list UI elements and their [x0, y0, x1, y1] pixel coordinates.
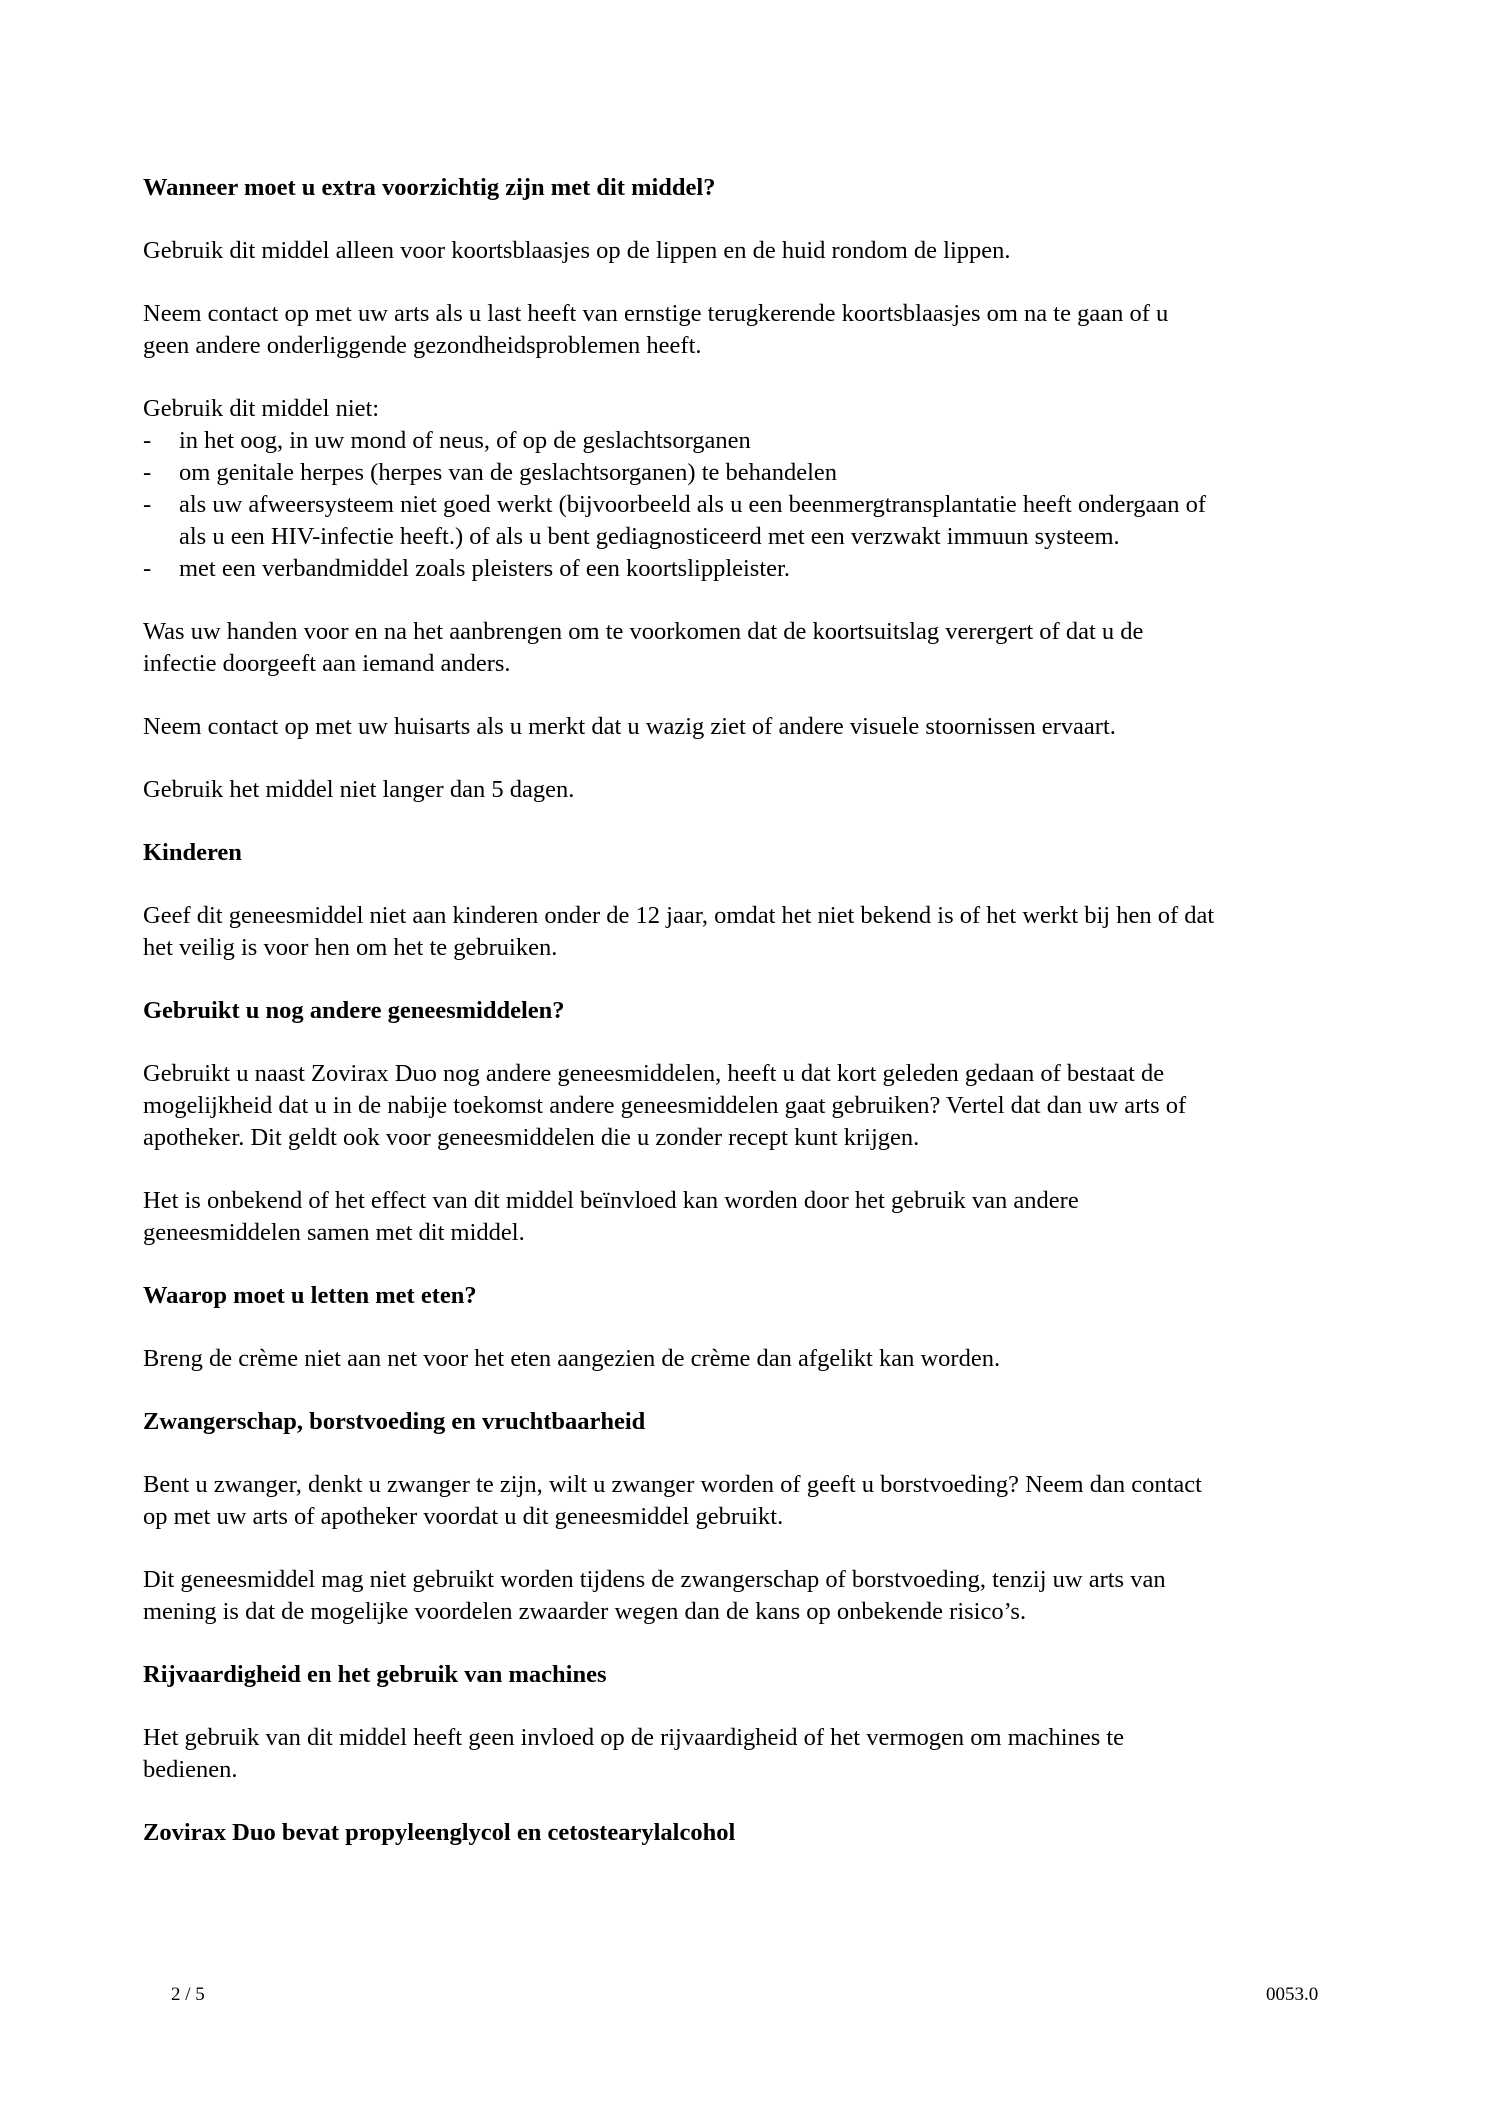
paragraph-interaction-line2: geneesmiddelen samen met dit middel. [143, 1219, 525, 1246]
heading-pregnancy: Zwangerschap, borstvoeding en vruchtbaarheid [143, 1408, 646, 1435]
paragraph-other-medicines-line3: apotheker. Dit geldt ook voor geneesmiddelen die u zonder recept kunt krijgen. [143, 1124, 920, 1151]
paragraph-duration: Gebruik het middel niet langer dan 5 dagen. [143, 776, 575, 803]
paragraph-children-line2: het veilig is voor hen om het te gebruiken. [143, 934, 558, 961]
heading-caution: Wanneer moet u extra voorzichtig zijn met dit middel? [143, 174, 716, 201]
paragraph-contact-doctor-line1: Neem contact op met uw arts als u last heeft van ernstige terugkerende koortsblaasjes om na te gaan of u [143, 300, 1169, 327]
paragraph-contact-doctor-line2: geen andere onderliggende gezondheidsproblemen heeft. [143, 332, 702, 359]
page-number: 2 / 5 [171, 1984, 205, 2005]
paragraph-wash-hands-line1: Was uw handen voor en na het aanbrengen om te voorkomen dat de koortsuitslag verergert of dat u de [143, 618, 1144, 645]
paragraph-children-line1: Geef dit geneesmiddel niet aan kinderen onder de 12 jaar, omdat het niet bekend is of het werkt bij hen of dat [143, 902, 1215, 929]
heading-ingredients: Zovirax Duo bevat propyleenglycol en cetostearylalcohol [143, 1819, 736, 1846]
list-item-text: met een verbandmiddel zoals pleisters of een koortslippleister. [179, 555, 790, 582]
list-item-text: in het oog, in uw mond of neus, of op de geslachtsorganen [179, 427, 751, 454]
paragraph-food: Breng de crème niet aan net voor het eten aangezien de crème dan afgelikt kan worden. [143, 1345, 1001, 1372]
list-bullet: - [143, 459, 152, 486]
paragraph-vision: Neem contact op met uw huisarts als u merkt dat u wazig ziet of andere visuele stoornissen ervaart. [143, 713, 1116, 740]
paragraph-other-medicines-line1: Gebruikt u naast Zovirax Duo nog andere geneesmiddelen, heeft u dat kort geleden gedaan of bestaat de [143, 1060, 1165, 1087]
paragraph-wash-hands-line2: infectie doorgeeft aan iemand anders. [143, 650, 511, 677]
paragraph-driving-line2: bedienen. [143, 1756, 238, 1783]
list-bullet: - [143, 491, 152, 518]
paragraph-other-medicines-line2: mogelijkheid dat u in de nabije toekomst andere geneesmiddelen gaat gebruiken? Vertel dat dan uw arts of [143, 1092, 1187, 1119]
paragraph-interaction-line1: Het is onbekend of het effect van dit middel beïnvloed kan worden door het gebruik van andere [143, 1187, 1079, 1214]
heading-driving: Rijvaardigheid en het gebruik van machines [143, 1661, 607, 1688]
list-item-text: als uw afweersysteem niet goed werkt (bijvoorbeeld als u een beenmergtransplantatie heeft ondergaan of [179, 491, 1207, 518]
list-bullet: - [143, 427, 152, 454]
paragraph-pregnancy-risk-line2: mening is dat de mogelijke voordelen zwaarder wegen dan de kans op onbekende risico’s. [143, 1598, 1027, 1625]
paragraph-pregnancy-risk-line1: Dit geneesmiddel mag niet gebruikt worden tijdens de zwangerschap of borstvoeding, tenzij uw arts van [143, 1566, 1166, 1593]
list-item-text: om genitale herpes (herpes van de geslachtsorganen) te behandelen [179, 459, 838, 486]
paragraph-lips-only: Gebruik dit middel alleen voor koortsblaasjes op de lippen en de huid rondom de lippen. [143, 237, 1011, 264]
document-code: 0053.0 [1266, 1984, 1319, 2005]
paragraph-pregnancy-line1: Bent u zwanger, denkt u zwanger te zijn, wilt u zwanger worden of geeft u borstvoeding? Neem dan contact [143, 1471, 1202, 1498]
heading-children: Kinderen [143, 839, 242, 866]
list-bullet: - [143, 555, 152, 582]
list-item-text: als u een HIV-infectie heeft.) of als u bent gediagnosticeerd met een verzwakt immuun systeem. [179, 523, 1120, 550]
heading-other-medicines: Gebruikt u nog andere geneesmiddelen? [143, 997, 565, 1024]
paragraph-driving-line1: Het gebruik van dit middel heeft geen invloed op de rijvaardigheid of het vermogen om machines te [143, 1724, 1125, 1751]
paragraph-pregnancy-line2: op met uw arts of apotheker voordat u dit geneesmiddel gebruikt. [143, 1503, 784, 1530]
heading-food: Waarop moet u letten met eten? [143, 1282, 477, 1309]
list-intro: Gebruik dit middel niet: [143, 395, 380, 422]
